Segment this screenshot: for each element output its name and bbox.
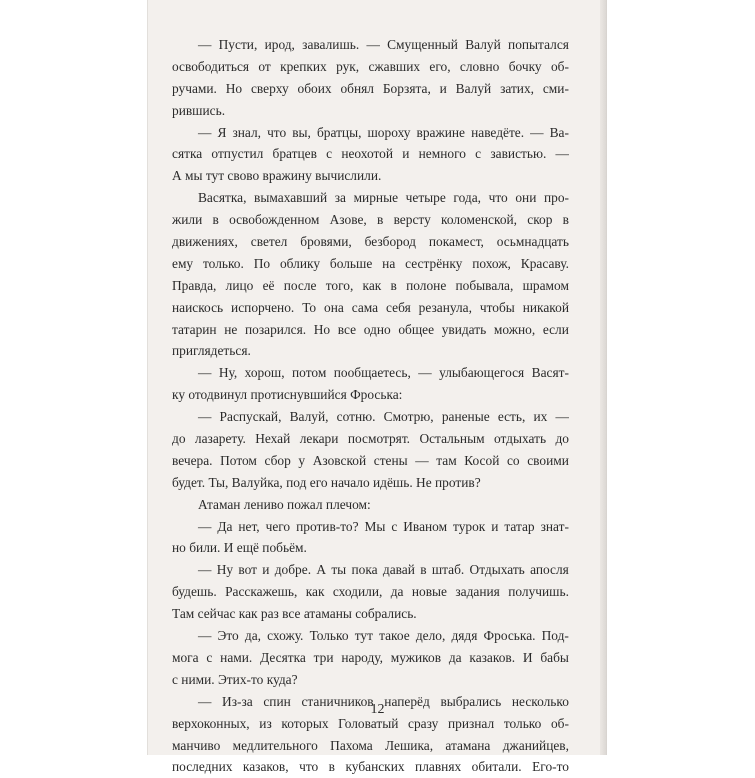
paragraph <box>172 406 569 494</box>
text-line: — Распускай, Валуй, сотню. Смотрю, раненые есть, их — <box>198 409 569 425</box>
text-line: — Ну, хорош, потом пообщаетесь, — улыбающегося Васят- <box>198 365 569 381</box>
text-line: — Это да, схожу. Только тут такое дело, дядя Фроська. Под- <box>198 628 569 644</box>
text-line: Атаман лениво пожал плечом: <box>198 496 371 512</box>
text-line: жили в освобожденном Азове, в версту коломенской, скор в <box>172 212 569 228</box>
text-line: сятка отпустил братцев с неохотой и немного с завистью. — <box>172 146 569 162</box>
page-number: 12 <box>370 702 385 717</box>
paragraph <box>172 559 569 625</box>
page-body-text <box>172 34 569 778</box>
text-line: с ними. Этих-то куда? <box>172 671 298 687</box>
text-line: — Пусти, ирод, завалишь. — Смущенный Валуй попытался <box>198 37 569 52</box>
text-line: — Из-за спин станичников наперёд выбрались несколько <box>198 693 569 709</box>
paragraph <box>172 187 569 362</box>
text-line: — Я знал, что вы, братцы, шороху вражине наведёте. — Ва- <box>198 124 569 140</box>
paragraph <box>172 625 569 691</box>
text-line: Васятка, вымахавший за мирные четыре года, что они про- <box>198 190 569 206</box>
text-line: но били. И ещё побьём. <box>172 540 307 556</box>
text-line: будет. Ты, Валуйка, под его начало идёшь. Не против? <box>172 474 481 490</box>
text-line: до лазарету. Нехай лекари посмотрят. Остальным отдыхать до <box>172 431 569 447</box>
text-line: последних казаков, что в кубанских плавнях обитали. Его-то <box>172 759 569 775</box>
paragraph <box>172 34 569 122</box>
text-line: мога с нами. Десятка три народу, мужиков да казаков. И бабы <box>172 649 569 665</box>
text-line: движениях, светел бровями, безбород покамест, осьмнадцать <box>172 234 569 250</box>
paragraph <box>172 122 569 188</box>
paragraph <box>172 494 569 516</box>
text-line: наискось испорчено. То она сама себя резанула, чтобы никакой <box>172 299 569 315</box>
text-line: вечера. Потом сбор у Азовской стены — там Косой со своими <box>172 452 569 468</box>
text-line: ручами. Но сверху обоих обнял Борзята, и Валуй затих, сми- <box>172 80 569 96</box>
paragraph <box>172 362 569 406</box>
text-line: — Ну вот и добре. А ты пока давай в штаб. Отдыхать апосля <box>198 562 569 578</box>
text-line: Там сейчас как раз все атаманы собрались. <box>172 606 417 622</box>
text-line: — Да нет, чего против-то? Мы с Иваном турок и татар знат- <box>198 518 569 534</box>
text-line: рившись. <box>172 102 226 118</box>
text-line: татарин не позарился. Но все одно общее увидать можно, если <box>172 321 569 337</box>
page-edge <box>600 0 606 755</box>
text-line: ему только. По облику больше на сестрёнку похож, Красаву. <box>172 255 569 271</box>
text-line: А мы тут свово вражину вычислили. <box>172 168 382 184</box>
text-line: приглядеться. <box>172 343 251 359</box>
text-line: верхоконных, из которых Головатый сразу признал только об- <box>172 715 569 731</box>
paragraph <box>172 516 569 560</box>
text-line: освободиться от крепких рук, сжавших его, словно бочку об- <box>172 58 569 74</box>
text-line: Правда, лицо её после того, как в полоне побывала, шрамом <box>172 277 569 293</box>
text-line: будешь. Расскажешь, как сходили, да новые задания получишь. <box>172 584 569 600</box>
text-line: ку отодвинул протиснувшийся Фроська: <box>172 387 403 403</box>
text-line: манчиво медлительного Пахома Лешика, атамана джанийцев, <box>172 737 569 753</box>
